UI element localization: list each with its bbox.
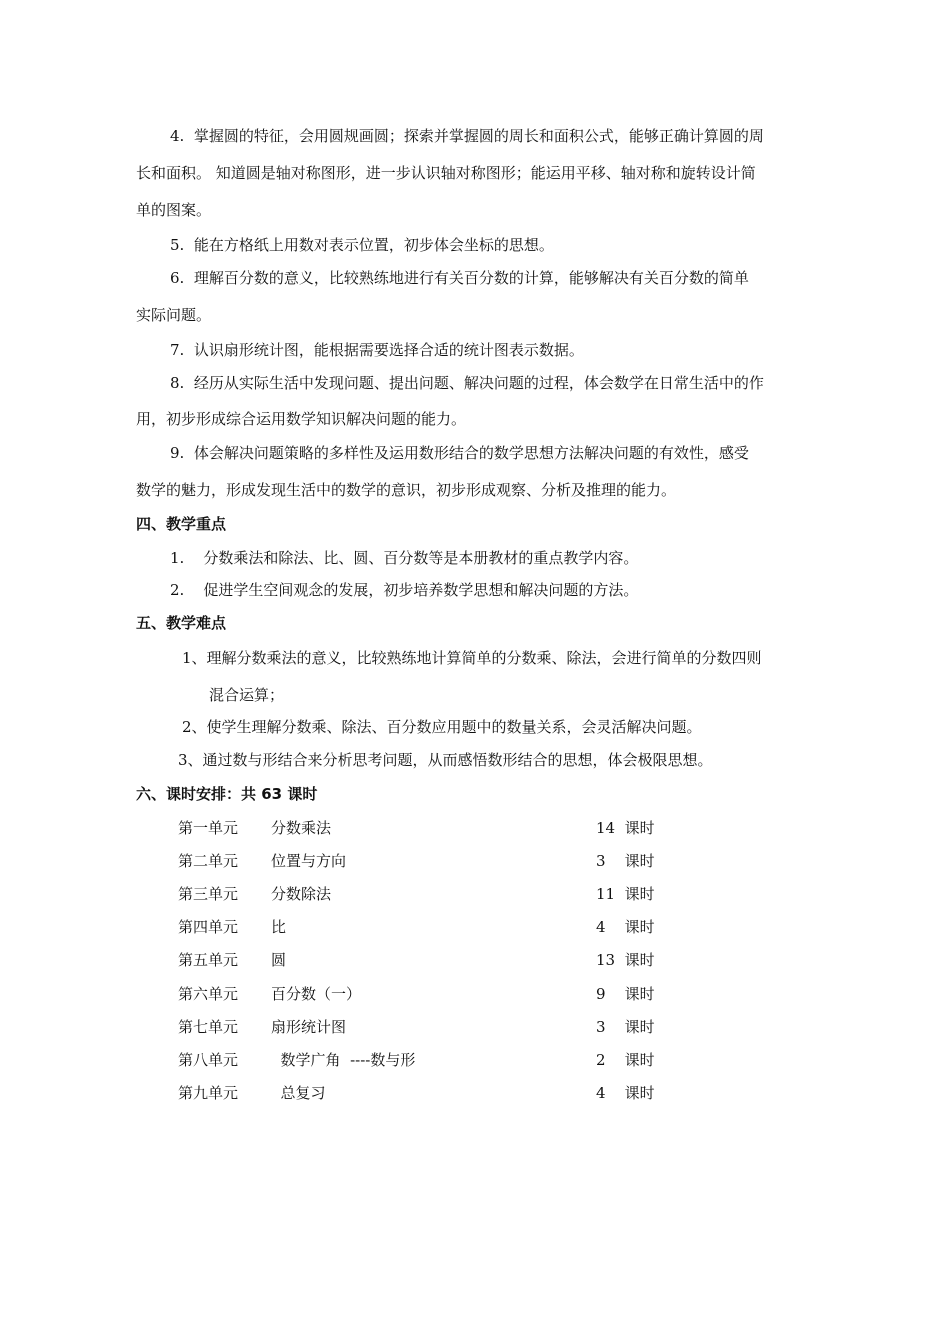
schedule-topic: 位置与方向 — [271, 852, 347, 870]
objective-8-line-1: 8. 经历从实际生活中发现问题、提出问题、解决问题的过程，体会数学在日常生活中的作 — [170, 374, 764, 392]
section-5-item-2: 2、使学生理解分数乘、除法、百分数应用题中的数量关系，会灵活解决问题。 — [182, 718, 702, 736]
schedule-hours: 9 课时 — [596, 985, 655, 1003]
schedule-topic: 数学广角 ----数与形 — [271, 1051, 416, 1069]
schedule-topic: 分数除法 — [271, 885, 332, 903]
objective-8-line-2: 用，初步形成综合运用数学知识解决问题的能力。 — [136, 410, 467, 428]
schedule-topic: 百分数（一） — [271, 985, 362, 1003]
schedule-unit: 第五单元 — [178, 951, 239, 969]
objective-4-line-2: 长和面积。 知道圆是轴对称图形，进一步认识轴对称图形；能运用平移、轴对称和旋转设计简 — [136, 164, 756, 182]
schedule-row — [178, 917, 678, 937]
schedule-row — [178, 950, 678, 970]
schedule-unit: 第七单元 — [178, 1018, 239, 1036]
schedule-unit: 第六单元 — [178, 985, 239, 1003]
schedule-hours: 2 课时 — [596, 1051, 655, 1069]
objective-7: 7. 认识扇形统计图，能根据需要选择合适的统计图表示数据。 — [170, 341, 584, 359]
schedule-row — [178, 1050, 678, 1070]
schedule-row — [178, 984, 678, 1004]
schedule-row — [178, 1083, 678, 1103]
objective-4-line-3: 单的图案。 — [136, 201, 212, 219]
schedule-topic: 分数乘法 — [271, 819, 332, 837]
schedule-unit: 第二单元 — [178, 852, 239, 870]
schedule-hours: 14 课时 — [596, 819, 655, 837]
objective-9-line-1: 9. 体会解决问题策略的多样性及运用数形结合的数学思想方法解决问题的有效性，感受 — [170, 444, 749, 462]
schedule-topic: 扇形统计图 — [271, 1018, 347, 1036]
schedule-hours: 4 课时 — [596, 918, 655, 936]
schedule-unit: 第九单元 — [178, 1084, 239, 1102]
schedule-hours: 13 课时 — [596, 951, 655, 969]
objective-4-line-1: 4. 掌握圆的特征，会用圆规画圆；探索并掌握圆的周长和面积公式，能够正确计算圆的周 — [170, 127, 764, 145]
objective-5: 5. 能在方格纸上用数对表示位置，初步体会坐标的思想。 — [170, 236, 554, 254]
schedule-row — [178, 818, 678, 838]
schedule-topic: 圆 — [271, 951, 287, 969]
section-4-item-2: 2. 促进学生空间观念的发展，初步培养数学思想和解决问题的方法。 — [170, 581, 639, 599]
schedule-unit: 第八单元 — [178, 1051, 239, 1069]
schedule-hours: 11 课时 — [596, 885, 655, 903]
section-5-item-1-line-1: 1、理解分数乘法的意义，比较熟练地计算简单的分数乘、除法，会进行简单的分数四则 — [182, 649, 762, 667]
schedule-topic: 比 — [271, 918, 287, 936]
section-5-heading: 五、教学难点 — [136, 614, 227, 632]
schedule-hours: 3 课时 — [596, 852, 655, 870]
objective-9-line-2: 数学的魅力，形成发现生活中的数学的意识，初步形成观察、分析及推理的能力。 — [136, 481, 677, 499]
schedule-hours: 4 课时 — [596, 1084, 655, 1102]
section-4-heading: 四、教学重点 — [136, 515, 227, 533]
section-5-item-3: 3、通过数与形结合来分析思考问题，从而感悟数形结合的思想，体会极限思想。 — [178, 751, 713, 769]
section-6-heading: 六、课时安排：共 63 课时 — [136, 785, 318, 803]
objective-6-line-1: 6. 理解百分数的意义，比较熟练地进行有关百分数的计算，能够解决有关百分数的简单 — [170, 269, 749, 287]
schedule-topic: 总复习 — [271, 1084, 326, 1102]
schedule-hours: 3 课时 — [596, 1018, 655, 1036]
schedule-unit: 第三单元 — [178, 885, 239, 903]
section-5-item-1-line-2: 混合运算； — [209, 686, 285, 704]
schedule-row — [178, 1017, 678, 1037]
objective-6-line-2: 实际问题。 — [136, 306, 212, 324]
schedule-unit: 第四单元 — [178, 918, 239, 936]
schedule-row — [178, 884, 678, 904]
schedule-row — [178, 851, 678, 871]
schedule-unit: 第一单元 — [178, 819, 239, 837]
section-4-item-1: 1. 分数乘法和除法、比、圆、百分数等是本册教材的重点教学内容。 — [170, 549, 639, 567]
